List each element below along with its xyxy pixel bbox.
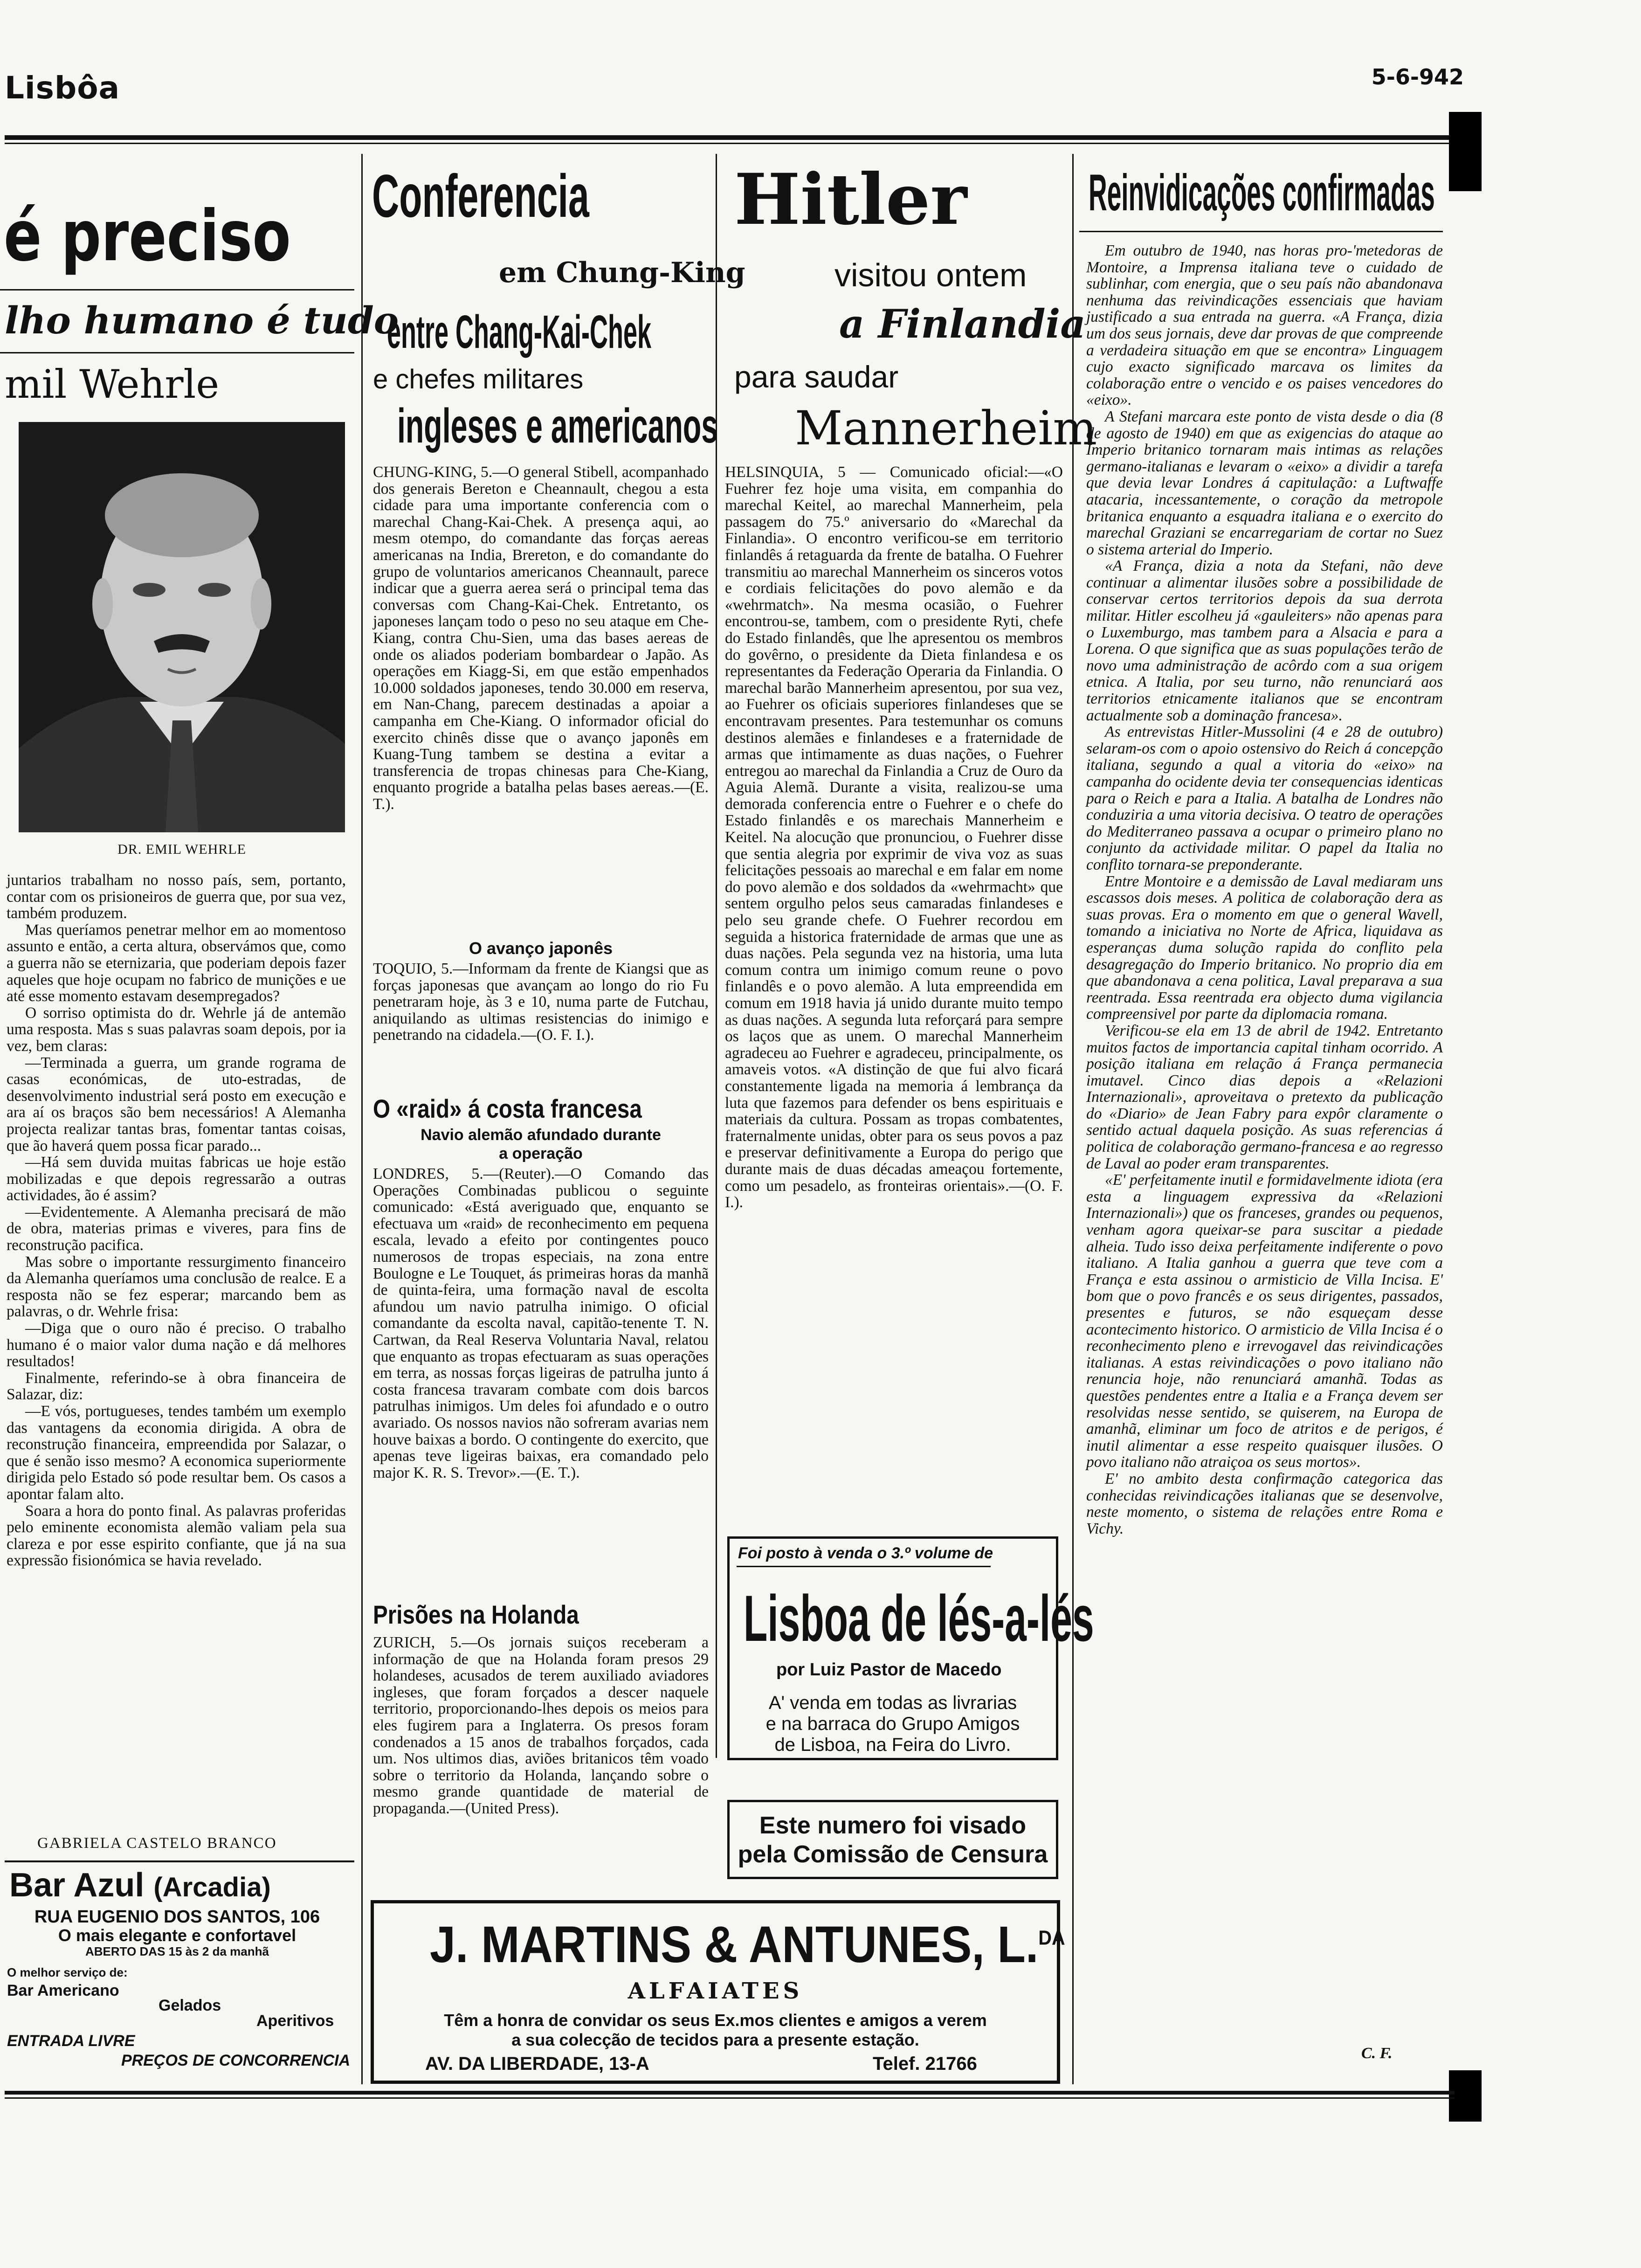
paragraph: «E' perfeitamente inutil e formidavelmente idiota (era esta a linguagem expressiva da «Relazioni Internazionali») que os franceses, grandes ou pequenos, venham agora queixar-se para suscitar a piedade alheia. Tudo isso deixa perfeitamente indiferente o povo italiano. A Italia ganhou a guerra que teve com a França e esta assinou o armisticio de Villa Incisa. E' bom que o povo francês e os seus dirigentes, passados, presentes e futuros, se não esqueçam desse acontecimento historico. O armisticio de Villa Incisa é o reconhecimento pleno e irrevogavel das reivindicações italianas. A estas reivindicações o povo italiano não renuncia hoje, não renunciará amanhã. Todas as questões pendentes entre a Italia e a França devem ser resolvidas nesse sentido, se quiserem, na Europa de amanhã, eliminar um foco de atritos e de perigos, é inutil alimentar a esse respeito quaisquer ilusões. O povo italiano não atraiçoa os seus mortos». bbox=[1086, 1171, 1443, 1471]
bar-azul-ad bbox=[5, 1860, 359, 2080]
bar-name bbox=[9, 1866, 271, 1904]
martins-sup: DA bbox=[1038, 1926, 1065, 1950]
censura-line: Este numero foi visado bbox=[759, 1812, 1027, 1839]
paragraph: —Diga que o ouro não é preciso. O trabalho humano é o maior valor duma nação e dá melhores resultados! bbox=[7, 1320, 346, 1370]
hitler-line4: para saudar bbox=[734, 360, 899, 394]
bottom-rule-thin bbox=[5, 2097, 1455, 2099]
hitler-line3: a Finlandia bbox=[839, 301, 1086, 347]
martins-invite: Têm a honra de convidar os seus Ex.mos clientes e amigos a verem bbox=[444, 2011, 987, 2030]
portrait-illustration bbox=[19, 422, 345, 832]
raid-body: LONDRES, 5.—(Reuter).—O Comando das Operações Combinadas publicou o seguinte comunicado: «Está averiguado que, enquanto se efectuava um «raid» de reconhecimento em pequena escala, levado a efeito por contingentes pouco numerosos de tropas especiais, na zona entre Boulogne e Le Touquet, ás primeiras horas da manhã de quinta-feira, uma formação naval de escolta afundou um navio patrulha inimigo. O oficial comandante da escolta naval, capitão-tenente T. N. Cartwan, da Real Reserva Voluntaria Naval, relatou que enquanto as tropas efectuaram as suas operações em terra, as nossas forças ligeiras de patrulha junto á costa francesa travaram combate com dois barcos patrulhas inimigos. Um deles foi afundado e o outro avariado. Os nossos navios não sofreram avarias nem houve baixas a bordo. O contingente do exercito, que apenas teve ligeiras baixas, era comandado pelo major K. R. S. Trevor».—(E. T.). bbox=[373, 1165, 709, 1481]
bar-item: Gelados bbox=[159, 1997, 221, 2014]
book-ad bbox=[727, 1536, 1094, 1760]
censura-line: pela Comissão de Censura bbox=[738, 1841, 1048, 1868]
paragraph: Entre Montoire e a demissão de Laval mediaram uns escassos dois meses. A politica de colaboração dera as suas provas. Era o momento em que o general Wavell, tomando a iniciativa no Norte de Africa, liquidava as esperanças duma solução rapida do conflito pela desagregação do Imperio britanico. No proprio dia em que abandonava a cena politica, Laval preparava a sua reentrada. Essa reentrada era objecto duma vigilancia compreensivel por parte da diplomacia romana. bbox=[1086, 872, 1443, 1023]
paragraph: —Evidentemente. A Alemanha precisará de mão de obra, materias primas e viveres, para fins de reconstrução pacifica. bbox=[7, 1203, 346, 1254]
bottom-rule bbox=[5, 2091, 1455, 2095]
left-article-body bbox=[7, 872, 346, 1814]
hitler-body: HELSINQUIA, 5 — Comunicado oficial:—«O Fuehrer fez hoje uma visita, em companhia do marechal Keitel, ao marechal Mannerheim, pela passagem do 75.º aniversario do «Marechal da Finlandia». O encontro verificou-se em territorio finlandês á retaguarda da frente de batalha. O Fuehrer transmitiu ao marechal Mannerheim os sinceros votos e cordiais felicitações do povo alemão e da «wehrmatch». Na mesma ocasião, o Fuehrer encontrou-se, tambem, com o presidente Ryti, chefe do Estado finlandês, que lhe apresentou os membros do govêrno, o presidente da Dieta finlandesa e os representantes da Federação Operaria da Finlandia. O marechal barão Mannerheim apresentou, por sua vez, ao Fuehrer os oficiais superiores finlandeses que se encontravam presentes. Para testemunhar os comuns destinos alemães e finlandeses e a fraternidade de armas que intimamente as duas nações, o Fuehrer entregou ao marechal da Finlandia a Cruz de Ouro da Aguia Alemã. Durante a visita, realizou-se uma demorada conferencia entre o Fuehrer e o chefe do Estado finlandês e os marechais Mannerheim e Keitel. Na alocução que pronunciou, o Fuehrer disse que sentia alegria por exprimir de viva voz as suas felicitações pessoais ao marechal e em falar em nome do povo alemão e dos soldados da «wehrmacht» que sentem orgulho pelos seus camaradas finlandeses e pelo seu grande chefe. O Fuehrer recordou em seguida a historica fraternidade de armas que une as duas nações. Pela segunda vez na historia, uma luta comum contra um inimigo comum reune o povo finlandês e o povo alemão. A luta empreendida em comum em 1918 havia já unido durante muito tempo as duas nações. A segunda luta reforçará para sempre os laços que as unem. O marechal Mannerheim agradeceu ao Fuehrer e agradeceu, principalmente, os amaveis votos. «A distinção de que fui alvo ficará constantemente ligada na memoria á lembrança da luta que fazemos para defender os bens espirituais e materiais da cultura. Possam as tropas combatentes, fraternalmente unidas, obter para os seus povos a paz e preservar definitivamente a Europa do perigo que durante mais de duas décadas ameaçou fortemente, como um pesadelo, as fronteiras orientais».—(O. F. I.). bbox=[725, 463, 1063, 1211]
portrait-photo bbox=[19, 422, 345, 832]
martins-title: J. MARTINS & ANTUNES, L. bbox=[430, 1916, 1039, 1973]
martins-address: AV. DA LIBERDADE, 13-A bbox=[425, 2054, 649, 2074]
bar-prices: PREÇOS DE CONCORRENCIA bbox=[121, 2052, 351, 2069]
ad-top-rule bbox=[5, 1860, 354, 1862]
book-title: Lisboa de lés-a-lés bbox=[744, 1582, 1094, 1655]
reinvidicacoes-headline: Reinvidicações confirmadas bbox=[1089, 164, 1435, 221]
bar-title: Bar Azul bbox=[9, 1867, 145, 1904]
hitler-line5: Mannerheim bbox=[795, 401, 1097, 456]
paragraph: «A França, dizia a nota da Stefani, não deve continuar a alimentar ilusões sobre a possibilidade de conservar certos territorios depois da sua derrota militar. Hitler escolheu já «gauleiters» não apenas para o Luxemburgo, mas tambem para a Alsacia e para a Lorena. O que significa que as suas populações terão de novo uma administração de acôrdo com a sua origem etnica. A Italia, por seu turno, não renunciará aos territorios etnicamente italianos que se encontram actualmente sob a dominação francesa». bbox=[1086, 557, 1443, 724]
prisoes-body: ZURICH, 5.—Os jornais suiços receberam a informação de que na Holanda foram presos 29 holandeses, acusados de terem auxiliado aviadores ingleses, que foram forçados a descer naquele territorio, proporcionando-lhes depois os meios para eles fugirem para a Inglaterra. Os presos foram condenados a 15 anos de trabalhos forçados, cada um. Nos ultimos dias, aviões britanicos têm voado sobre o territorio da Holanda, lançando sobre o mesmo grande quantidade de material de propaganda.—(United Press). bbox=[373, 1634, 709, 1817]
conferencia-line4: e chefes militares bbox=[373, 364, 584, 394]
avanco-body: TOQUIO, 5.—Informam da frente de Kiangsi que as forças japonesas que avançam ao longo do rio Fu penetraram hoje, às 3 e 10, numa parte de Futchau, aniquilando as ultimas resistencias do inimigo e penetrando na cidadela.—(O. F. I.). bbox=[373, 960, 709, 1044]
bar-item: Aperitivos bbox=[256, 2012, 334, 2030]
bar-tagline: O mais elegante e confortavel bbox=[58, 1926, 296, 1945]
conferencia-line5: ingleses e americanos bbox=[397, 399, 718, 453]
paragraph: Em outubro de 1940, nas horas pro-'metedoras de Montoire, a Imprensa italiana teve o cuidado de sublinhar, com energia, que o seu país não abandonava nenhuma das reivindicações essenciais que haviam justificado a sua entrada na guerra. «A França, dizia um dos seus jornais, deve dar provas de que compreende a verdadeira situação em que se encontra» Linguagem cujo exacto significado marcava os limites da colaboração entre o vencido e os paises vencedores do «eixo». bbox=[1086, 242, 1443, 409]
edge-mark-bottom bbox=[1449, 2070, 1482, 2122]
reinvidicacoes-signature: C. F. bbox=[1361, 2045, 1393, 2062]
book-author: por Luiz Pastor de Macedo bbox=[776, 1660, 1002, 1680]
book-ad-rule bbox=[737, 1566, 991, 1567]
left-subhead: lho humano é tudo bbox=[5, 298, 399, 342]
book-sale-line: A' venda em todas as livrarias bbox=[768, 1693, 1017, 1713]
reinvidicacoes-headline-block bbox=[1079, 159, 1448, 233]
martins-invite: a sua colecção de tecidos para a presente estação. bbox=[511, 2030, 919, 2049]
bar-address: RUA EUGENIO DOS SANTOS, 106 bbox=[34, 1907, 320, 1927]
bar-entry: ENTRADA LIVRE bbox=[7, 2032, 135, 2050]
headline-rule bbox=[1079, 231, 1443, 232]
column-divider bbox=[716, 154, 717, 1758]
book-ad-top: Foi posto à venda o 3.º volume de bbox=[738, 1544, 993, 1562]
subhead-rule bbox=[0, 352, 354, 353]
bar-hours: ABERTO DAS 15 às 2 da manhã bbox=[85, 1944, 269, 1958]
paragraph: A Stefani marcara este ponto de vista desde o dia (8 de agosto de 1940) em que as exigencias do ataque ao Imperio britanico tornaram mais intimas as relações germano-italianas e levaram o «eixo» a dividir a tarefa que devia levar Londres á capitulação: a Luftwaffe atacaria, incessantemente, o coração da metropole britanica enquanto a esquadra italiana e o exercito do marechal Graziani se encarregariam de cortar no Suez o sistema arterial do Imperio. bbox=[1086, 408, 1443, 558]
martins-phone: Telef. 21766 bbox=[873, 2054, 977, 2074]
martins-antunes-ad bbox=[371, 1900, 1065, 2084]
raid-headline: O «raid» á costa francesa bbox=[373, 1094, 642, 1123]
paragraph: Verificou-se ela em 13 de abril de 1942. Entretanto muitos factos de importancia capital tinham ocorrido. A posição italiana em relação á França permanecia imutavel. Cinco dias depois a «Relazioni Internazionali», aproveitava o pretexto da publicação do «Diario» de Jean Fabry para expôr claramente o sentido actual daquela posição. As suas referencias á politica de colaboração germano-francesa e ao regresso de Laval ao poder eram transparentes. bbox=[1086, 1022, 1443, 1172]
raid-subhead: a operação bbox=[499, 1145, 583, 1162]
left-byline: mil Wehrle bbox=[5, 361, 220, 407]
paragraph: —Há sem duvida muitas fabricas ue hoje estão mobilizadas e que depois regressarão a outras actividades, ão é assim? bbox=[7, 1154, 346, 1204]
martins-name bbox=[430, 1915, 1065, 1974]
top-rule-thin bbox=[5, 143, 1455, 144]
paragraph: Finalmente, referindo-se à obra financeira de Salazar, diz: bbox=[7, 1369, 346, 1404]
reinvidicacoes-body bbox=[1086, 242, 1443, 2042]
left-article-author: GABRIELA CASTELO BRANCO bbox=[37, 1835, 277, 1852]
conferencia-body: CHUNG-KING, 5.—O general Stibell, acompanhado dos generais Bereton e Cheannault, chegou a esta cidade para uma importante conferencia com o marechal Chang-Kai-Chek. A presença aqui, ao mesm otempo, do comandante das forças aereas americanas na India, Brereton, e do comandante do grupo de voluntarios americanos Cheannault, parece indicar que a guerra aerea será o principal tema das conversas com Chang-Kai-Chek. Entretanto, os japoneses lançam todo o peso no seu ataque em Che-Kiang, contra Chu-Sien, uma das bases aereas de onde os aliados poderiam bombardear o Japão. As operações em Kiagg-Si, em que estão empenhados 10.000 soldados japoneses, tendo 30.000 em reserva, em Nan-Chang, parecem destinadas a apoiar a campanha em Che-Kiang. O informador oficial do exercito chinês disse que o avanço japonês em Kuang-Tung tambem se destina a evitar a transferencia de tropas chinesas para Che-Kiang, enquanto progride a batalha pelas bases aereas.—(E. T.). bbox=[373, 463, 709, 813]
paragraph: —E vós, portugueses, tendes também um exemplo das vantagens da economia dirigida. A obra de reconstrução financeira, empreendida por Salazar, o que é senão isso mesmo? A economica superiormente dirigida pelo Estado só pode resultar bem. Os casos a apontar falam alto. bbox=[7, 1403, 346, 1503]
conferencia-line2: em Chung-King bbox=[499, 256, 745, 289]
paragraph: E' no ambito desta confirmação categorica das conhecidas reivindicações italianas que se desenvolve, neste momento, o sistema de relações entre Roma e Vichy. bbox=[1086, 1470, 1443, 1537]
hitler-line2: visitou ontem bbox=[834, 257, 1027, 293]
paragraph: juntarios trabalham no nosso país, sem, portanto, contar com os prisioneiros de guerra que, por sua vez, também produzem. bbox=[7, 871, 346, 922]
bar-item: Bar Americano bbox=[7, 1982, 119, 1999]
paragraph: Mas queríamos penetrar melhor em ao momentoso assunto e então, a certa altura, observámos que, como a guerra não se eternizaria, que poderiam depois fazer aqueles que hoje ocupam no fabrico de munições e ue até esse momento estavam desempregados? bbox=[7, 921, 346, 1005]
edge-mark-top bbox=[1449, 112, 1482, 191]
bar-subtitle: (Arcadia) bbox=[153, 1872, 271, 1902]
left-headline: é preciso bbox=[4, 196, 291, 277]
conferencia-headline-block bbox=[368, 159, 745, 453]
martins-trade: ALFAIATES bbox=[627, 1978, 803, 2004]
paragraph: Mas sobre o importante ressurgimento financeiro da Alemanha queríamos uma conclusão de realce. E a resposta não se fez esperar; marcando bem as palavras, o dr. Wehrle frisa: bbox=[7, 1253, 346, 1321]
paragraph: As entrevistas Hitler-Mussolini (4 e 28 de outubro) selaram-os com o apoio ostensivo do Reich á concepção italiana, segundo a qual a vitoria do «eixo» na campanha do ocidente devia ter consequencias identicas para o Reich e para a Italia. A batalha de Londres não conduziria a uma vitoria decisiva. O teatro de operações do Mediterraneo passava a ocupar o primeiro plano no conjunto da actividade militar. O papel da Italia no conflito tornara-se preponderante. bbox=[1086, 723, 1443, 873]
paragraph: O sorriso optimista do dr. Wehrle já de antemão uma resposta. Mas s suas palavras soam depois, por ia vez, bem claras: bbox=[7, 1004, 346, 1055]
book-sale-line: de Lisboa, na Feira do Livro. bbox=[774, 1735, 1011, 1755]
censura-notice bbox=[727, 1800, 1058, 1879]
avanco-headline: O avanço japonês bbox=[469, 939, 613, 958]
bar-service-label: O melhor serviço de: bbox=[7, 1965, 128, 1979]
conferencia-headline: Conferencia bbox=[372, 162, 589, 230]
headline-rule bbox=[0, 289, 354, 290]
section-title: Lisbôa bbox=[5, 70, 120, 106]
column-divider bbox=[361, 154, 363, 2084]
paragraph: —Terminada a guerra, um grande rograma de casas económicas, de uto-estradas, de desenvolvimento industrial será posto em execução e ara aí os braços são bem necessários! A Alemanha projecta realizar tantas bras, fomentar tantas coisas, que ão haverá quem possa ficar parado... bbox=[7, 1054, 346, 1155]
conferencia-line3: entre Chang-Kai-Chek bbox=[387, 306, 652, 358]
top-rule bbox=[5, 135, 1455, 140]
book-sale-line: e na barraca do Grupo Amigos bbox=[765, 1714, 1020, 1734]
hitler-headline: Hitler bbox=[734, 159, 967, 241]
paragraph: Soara a hora do ponto final. As palavras proferidas pelo eminente economista alemão valiam pela sua clareza e por esse espirito confiante, que já na sua expressão fisionómica se havia revelado. bbox=[7, 1502, 346, 1570]
hitler-headline-block bbox=[720, 159, 1097, 462]
photo-caption: DR. EMIL WEHRLE bbox=[117, 842, 246, 857]
raid-subhead: Navio alemão afundado durante bbox=[421, 1126, 661, 1144]
issue-date: 5-6-942 bbox=[1371, 64, 1464, 90]
prisoes-headline: Prisões na Holanda bbox=[373, 1600, 579, 1629]
